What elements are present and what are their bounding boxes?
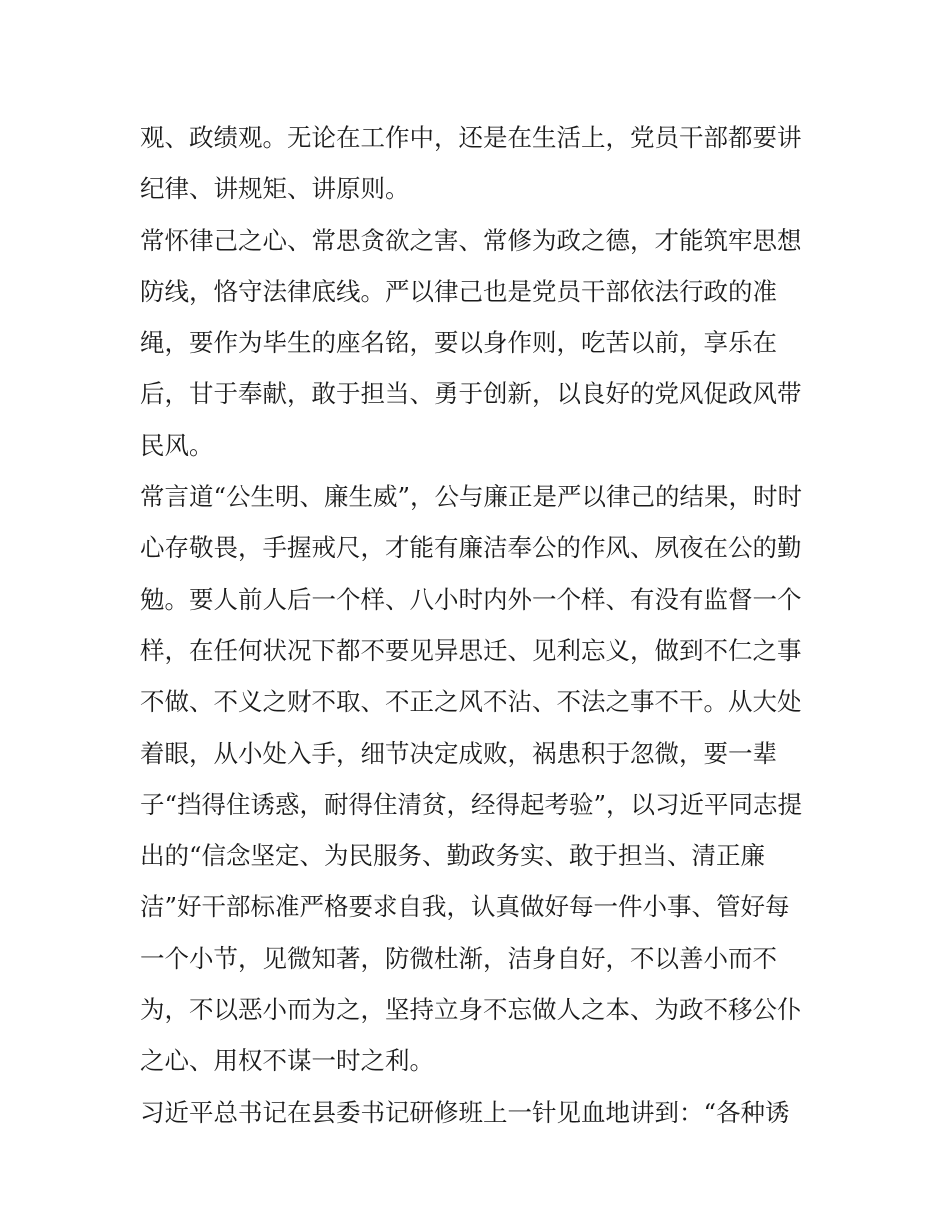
text-line: 勉。要人前人后一个样、八小时内外一个样、有没有监督一个 — [140, 584, 802, 614]
text-line: 子“挡得住诱惑，耐得住清贫，经得起考验”，以习近平同志提 — [140, 789, 803, 819]
text-line: 习近平总书记在县委书记研修班上一针见血地讲到：“各种诱 — [140, 1097, 790, 1127]
text-line: 后，甘于奉献，敢于担当、勇于创新，以良好的党风促政风带 — [140, 379, 802, 409]
text-line: 出的“信念坚定、为民服务、勤政务实、敢于担当、清正廉 — [140, 841, 766, 871]
text-line: 绳，要作为毕生的座名铭，要以身作则，吃苦以前，享乐在 — [140, 328, 777, 358]
text-line: 样，在任何状况下都不要见异思迁、见利忘义，做到不仁之事 — [140, 635, 802, 665]
text-line: 民风。 — [140, 430, 214, 460]
text-line: 纪律、讲规矩、讲原则。 — [140, 174, 410, 204]
text-line: 常怀律己之心、常思贪欲之害、常修为政之德，才能筑牢思想 — [140, 225, 802, 255]
text-line: 不做、不义之财不取、不正之风不沾、不法之事不干。从大处 — [140, 687, 802, 717]
text-line: 洁”好干部标准严格要求自我，认真做好每一件小事、管好每 — [140, 892, 790, 922]
text-line: 为，不以恶小而为之，坚持立身不忘做人之本、为政不移公仆 — [140, 995, 802, 1025]
text-line: 之心、用权不谋一时之利。 — [140, 1046, 434, 1076]
text-line: 常言道“公生明、廉生威”，公与廉正是严以律己的结果，时时 — [140, 482, 803, 512]
text-line: 心存敬畏，手握戒尺，才能有廉洁奉公的作风、夙夜在公的勤 — [140, 533, 802, 563]
text-line: 一个小节，见微知著，防微杜渐，洁身自好，不以善小而不 — [140, 943, 777, 973]
body-text — [140, 112, 820, 1138]
text-line: 观、政绩观。无论在工作中，还是在生活上，党员干部都要讲 — [140, 123, 802, 152]
text-line: 防线，恪守法律底线。严以律己也是党员干部依法行政的准 — [140, 276, 777, 306]
text-line: 着眼，从小处入手，细节决定成败，祸患积于忽微，要一辈 — [140, 738, 777, 768]
